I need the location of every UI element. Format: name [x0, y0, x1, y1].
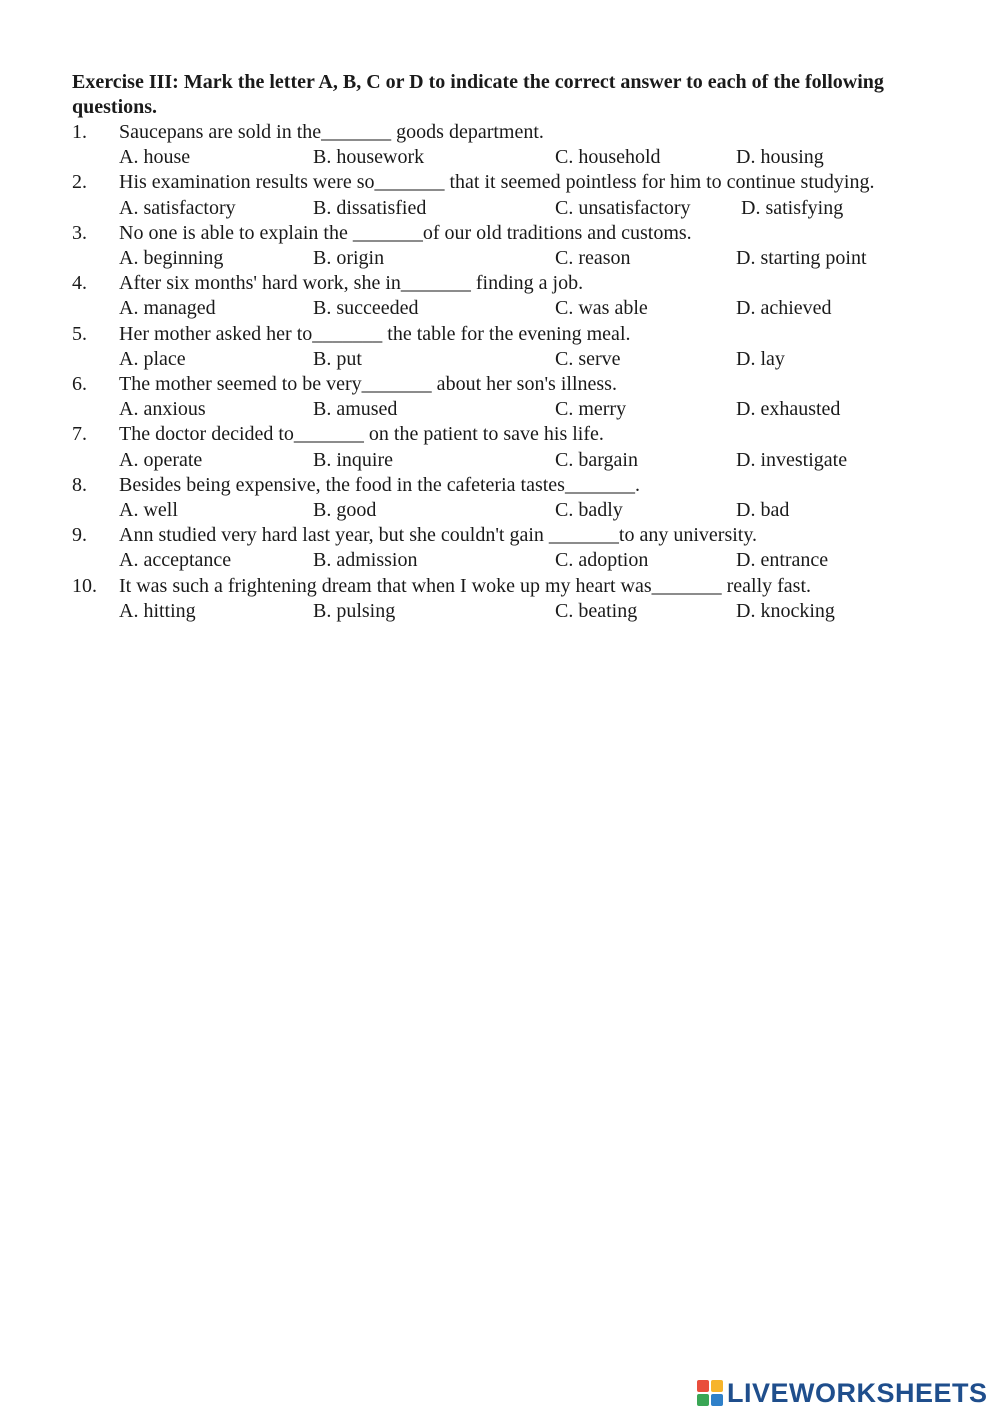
question-list	[72, 120, 902, 624]
answer-options	[119, 448, 902, 473]
answer-options	[119, 498, 902, 523]
option-c[interactable]: C. bargain	[555, 448, 638, 471]
question-10	[72, 574, 902, 624]
option-d[interactable]: D. entrance	[736, 549, 829, 572]
question-stem: Besides being expensive, the food in the cafeteria tastes_______.	[119, 473, 640, 496]
logo-square-3	[697, 1394, 709, 1406]
option-d[interactable]: D. knocking	[736, 599, 835, 622]
logo-square-4	[711, 1394, 723, 1406]
logo-square-1	[697, 1380, 709, 1392]
option-c[interactable]: C. beating	[555, 599, 638, 622]
question-4	[72, 271, 902, 321]
exercise-heading: Exercise III: Mark the letter A, B, C or D to indicate the correct answer to each of the following questions.	[72, 71, 884, 118]
option-b[interactable]: B. put	[313, 347, 362, 370]
question-number: 7.	[72, 423, 87, 446]
option-a[interactable]: A. acceptance	[119, 549, 232, 572]
option-a[interactable]: A. house	[119, 146, 191, 169]
question-8	[72, 473, 902, 523]
option-b[interactable]: B. good	[313, 498, 377, 521]
option-c[interactable]: C. unsatisfactory	[555, 196, 691, 219]
brand-name: LIVEWORKSHEETS	[727, 1378, 988, 1408]
answer-options	[119, 196, 902, 221]
question-7	[72, 422, 902, 472]
option-d[interactable]: D. exhausted	[736, 398, 841, 421]
question-number: 10.	[72, 574, 97, 597]
answer-options	[119, 599, 902, 624]
liveworksheets-logo-icon	[697, 1380, 723, 1406]
option-d[interactable]: D. satisfying	[741, 196, 844, 219]
option-b[interactable]: B. origin	[313, 246, 385, 269]
option-b[interactable]: B. inquire	[313, 448, 393, 471]
option-d[interactable]: D. investigate	[736, 448, 848, 471]
question-number: 4.	[72, 272, 87, 295]
question-number: 2.	[72, 171, 87, 194]
answer-options	[119, 246, 902, 271]
question-stem: Saucepans are sold in the_______ goods department.	[119, 121, 544, 143]
option-b[interactable]: B. admission	[313, 549, 418, 572]
option-a[interactable]: A. well	[119, 498, 178, 521]
question-number: 6.	[72, 372, 87, 395]
option-b[interactable]: B. succeeded	[313, 297, 419, 320]
question-number: 3.	[72, 221, 87, 244]
option-c[interactable]: C. merry	[555, 398, 627, 421]
question-3	[72, 221, 902, 271]
question-number: 5.	[72, 322, 87, 345]
question-stem: Ann studied very hard last year, but she couldn't gain _______to any university.	[119, 524, 758, 547]
option-c[interactable]: C. adoption	[555, 549, 649, 572]
option-c[interactable]: C. was able	[555, 297, 648, 320]
option-d[interactable]: D. housing	[736, 146, 824, 169]
option-b[interactable]: B. dissatisfied	[313, 196, 427, 219]
option-c[interactable]: C. serve	[555, 347, 621, 370]
question-stem: His examination results were so_______ that it seemed pointless for him to continue studying.	[119, 171, 875, 194]
option-a[interactable]: A. place	[119, 347, 186, 370]
option-c[interactable]: C. household	[555, 146, 661, 169]
question-number: 9.	[72, 524, 87, 547]
option-b[interactable]: B. amused	[313, 398, 398, 421]
answer-options	[119, 145, 902, 170]
option-b[interactable]: B. pulsing	[313, 599, 396, 622]
question-6	[72, 372, 902, 422]
option-d[interactable]: D. starting point	[736, 246, 867, 269]
question-1	[72, 120, 902, 170]
question-stem: It was such a frightening dream that when I woke up my heart was_______ really fast.	[119, 574, 812, 597]
answer-options	[119, 296, 902, 321]
question-stem: The doctor decided to_______ on the patient to save his life.	[119, 423, 604, 446]
question-stem: No one is able to explain the _______of our old traditions and customs.	[119, 221, 692, 244]
answer-options	[119, 548, 902, 573]
question-stem: The mother seemed to be very_______ about her son's illness.	[119, 372, 617, 395]
answer-options	[119, 397, 902, 422]
liveworksheets-brand	[697, 1378, 988, 1408]
option-d[interactable]: D. lay	[736, 347, 785, 370]
option-a[interactable]: A. anxious	[119, 398, 206, 421]
option-c[interactable]: C. badly	[555, 498, 623, 521]
option-a[interactable]: A. beginning	[119, 246, 224, 269]
option-b[interactable]: B. housework	[313, 146, 425, 169]
option-d[interactable]: D. achieved	[736, 297, 832, 320]
option-a[interactable]: A. operate	[119, 448, 203, 471]
question-9	[72, 523, 902, 573]
question-5	[72, 322, 902, 372]
question-number: 1.	[72, 121, 87, 143]
worksheet	[72, 70, 902, 624]
question-number: 8.	[72, 473, 87, 496]
option-a[interactable]: A. hitting	[119, 599, 196, 622]
option-d[interactable]: D. bad	[736, 498, 790, 521]
question-stem: Her mother asked her to_______ the table for the evening meal.	[119, 322, 631, 345]
question-stem: After six months' hard work, she in_______ finding a job.	[119, 272, 584, 295]
question-2	[72, 170, 902, 220]
answer-options	[119, 347, 902, 372]
option-a[interactable]: A. satisfactory	[119, 196, 236, 219]
option-a[interactable]: A. managed	[119, 297, 216, 320]
option-c[interactable]: C. reason	[555, 246, 631, 269]
logo-square-2	[711, 1380, 723, 1392]
